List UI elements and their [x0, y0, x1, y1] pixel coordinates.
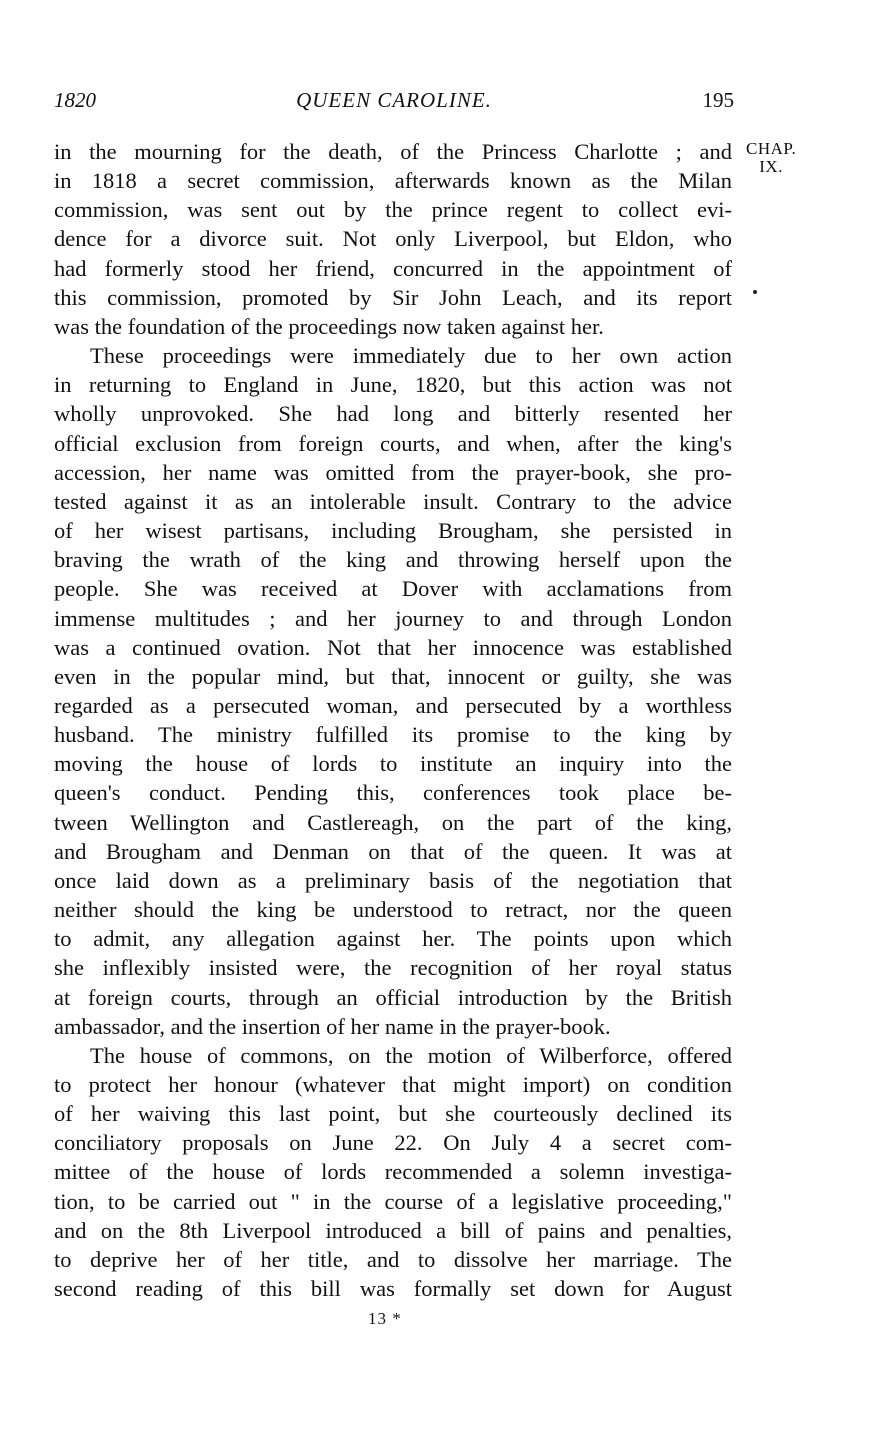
text-line: in the mourning for the death, of the Princess Charlotte ; and: [54, 139, 732, 164]
text-line: These proceedings were immediately due to her own action: [90, 343, 732, 369]
text-line: official exclusion from foreign courts, and when, after the king's: [54, 430, 732, 456]
text-line: to protect her honour (whatever that might import) on condition: [54, 1072, 732, 1097]
text-line: in 1818 a secret commission, afterwards known as the Milan: [54, 168, 732, 194]
text-line: regarded as a persecuted woman, and persecuted by a worthless: [54, 692, 732, 718]
text-line: moving the house of lords to institute an inquiry into the: [54, 751, 732, 777]
paragraph: [54, 137, 732, 341]
text-line: to deprive her of her title, and to dissolve her marriage. The: [54, 1246, 732, 1272]
text-line: immense multitudes ; and her journey to and through London: [54, 605, 732, 631]
chapter-side-note: [746, 140, 796, 176]
chapter-label: CHAP.: [746, 139, 797, 158]
text-line: and Brougham and Denman on that of the queen. It was at: [54, 838, 732, 864]
text-line: was a continued ovation. Not that her innocence was established: [54, 634, 732, 660]
margin-dot: [753, 290, 757, 294]
header-title: QUEEN CAROLINE.: [296, 88, 492, 112]
text-line: of her wisest partisans, including Brougham, she persisted in: [54, 518, 732, 544]
text-line: in returning to England in June, 1820, but this action was not: [54, 372, 732, 398]
text-line: and on the 8th Liverpool introduced a bill of pains and penalties,: [54, 1217, 732, 1243]
text-line: this commission, promoted by Sir John Leach, and its report: [54, 284, 732, 310]
text-line: accession, her name was omitted from the prayer-book, she pro-: [54, 459, 732, 485]
text-line: dence for a divorce suit. Not only Liverpool, but Eldon, who: [54, 226, 732, 252]
text-line: tested against it as an intolerable insult. Contrary to the advice: [54, 488, 732, 514]
signature-mark: 13 *: [368, 1309, 402, 1328]
text-line: once laid down as a preliminary basis of the negotiation that: [54, 867, 732, 893]
text-line: of her waiving this last point, but she courteously declined its: [54, 1101, 732, 1127]
chapter-number: IX.: [759, 157, 783, 176]
text-line: even in the popular mind, but that, innocent or guilty, she was: [54, 663, 732, 689]
running-header: [54, 88, 734, 118]
body-text: [54, 137, 732, 1303]
text-line: had formerly stood her friend, concurred in the appointment of: [54, 255, 732, 281]
text-line: wholly unprovoked. She had long and bitterly resented her: [54, 401, 732, 427]
text-line: The house of commons, on the motion of Wilberforce, offered: [90, 1042, 732, 1068]
text-line: ambassador, and the insertion of her name in the prayer-book.: [54, 1013, 611, 1039]
text-line: queen's conduct. Pending this, conferences took place be-: [54, 780, 732, 806]
text-line: second reading of this bill was formally set down for August: [54, 1276, 732, 1302]
header-year: 1820: [54, 88, 96, 112]
paragraph: [54, 341, 732, 1041]
text-line: was the foundation of the proceedings now taken against her.: [54, 313, 604, 339]
text-line: commission, was sent out by the prince regent to collect evi-: [54, 197, 732, 223]
text-line: she inflexibly insisted were, the recognition of her royal status: [54, 955, 732, 981]
text-line: at foreign courts, through an official introduction by the British: [54, 984, 732, 1010]
text-line: tween Wellington and Castlereagh, on the part of the king,: [54, 809, 732, 835]
text-line: husband. The ministry fulfilled its promise to the king by: [54, 722, 732, 748]
text-line: mittee of the house of lords recommended a solemn investiga-: [54, 1159, 732, 1185]
text-line: to admit, any allegation against her. The points upon which: [54, 926, 732, 952]
text-line: people. She was received at Dover with acclamations from: [54, 576, 732, 602]
page-number: 195: [702, 88, 734, 112]
text-line: tion, to be carried out " in the course of a legislative proceeding,": [54, 1188, 732, 1214]
text-line: neither should the king be understood to retract, nor the queen: [54, 897, 732, 923]
text-line: conciliatory proposals on June 22. On July 4 a secret com-: [54, 1130, 732, 1156]
text-line: braving the wrath of the king and throwing herself upon the: [54, 547, 732, 573]
paragraph: [54, 1041, 732, 1303]
